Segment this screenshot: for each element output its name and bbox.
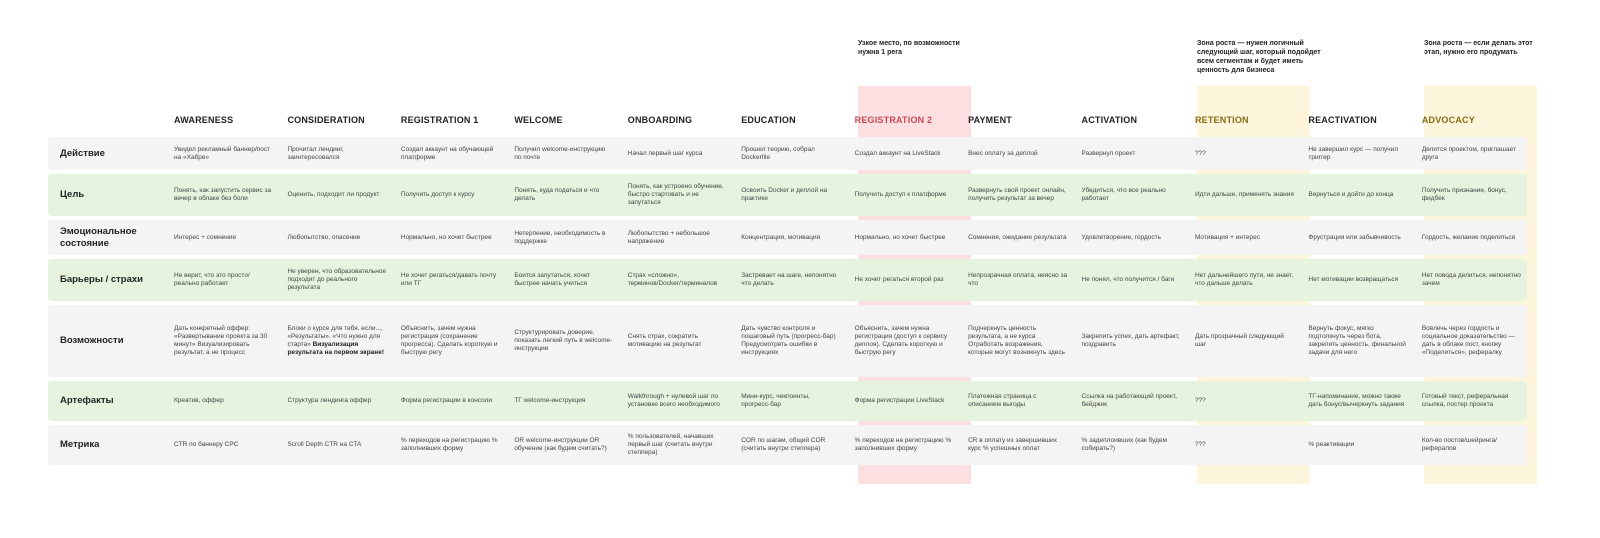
cell-opportunities-consideration <box>279 325 392 357</box>
cell-metrics-welcome: OR welcome-инструкции OR обучение (как будем считать?) <box>514 437 607 452</box>
cell-opportunities-advocacy: Вовлечь через гордость и социальное доказательство — дать в облаке пост, кнопку «Поделиться», рефералку <box>1421 325 1515 356</box>
cell-action-registration-2: Создал аккаунт на LiveStack <box>854 149 941 157</box>
registration2-note: Узкое место, по возможности нужна 1 рега <box>858 40 960 56</box>
cell-barriers-onboarding: Страх «сложно», терминов/Docker/терминалов <box>627 272 718 287</box>
cell-emotion-payment: Сомнения, ожидание результата <box>968 233 1067 241</box>
cell-action-payment: Внес оплату за деплой <box>968 149 1038 157</box>
cell-barriers-reactivation: Нет мотивации возвращаться <box>1308 276 1399 283</box>
stage-welcome: WELCOME <box>514 115 563 125</box>
cell-metrics-onboarding: % пользователей, начавших первый шаг (считать внутри степпера) <box>627 433 714 456</box>
cell-opportunities-consideration-bold: Визуализация результата на первом экране! <box>287 341 384 356</box>
cell-opportunities-onboarding: Снять страх, сократить мотивацию на результат <box>627 333 702 348</box>
cell-action-consideration: Прочитал лендинг, заинтересовался <box>287 145 344 161</box>
cell-metrics-consideration: Scroll Depth CTR на CTA <box>287 441 362 448</box>
stage-registration-2: REGISTRATION 2 <box>854 115 933 125</box>
cell-emotion-registration-2: Нормально, но хочет быстрее <box>854 233 946 241</box>
cell-barriers-consideration: Не уверен, что образовательное подходит до реального результата <box>287 268 387 291</box>
stage-retention: RETENTION <box>1194 115 1249 125</box>
cell-goal-consideration: Оценить, подходит ли продукт <box>287 191 380 198</box>
cell-metrics-retention: ??? <box>1194 441 1206 448</box>
cell-action-advocacy: Делится проектом, приглашает друга <box>1421 145 1517 161</box>
cell-opportunities-education: Дать чувство контроля и пошаговый путь (прогресс-бар) Предусмотреть ошибки в инструкциях <box>741 325 836 356</box>
cell-metrics-activation: % задеплоивших (как будем собирать?) <box>1081 437 1167 452</box>
cell-artifacts-onboarding: Walkthrough + нулевой шаг по установке всего необходимого <box>627 393 720 408</box>
cell-opportunities-registration-1: Объяснить, зачем нужна регистрация (сохранение прогресса). Сделать короткую и быструю регу <box>400 325 498 356</box>
cell-emotion-activation: Удовлетворение, гордость <box>1081 233 1162 241</box>
cell-barriers-welcome: Боится запутаться, хочет быстрее начать учиться <box>514 272 591 287</box>
customer-journey-map <box>48 103 1537 465</box>
stage-registration-1: REGISTRATION 1 <box>400 115 479 125</box>
row-label-artifacts: Артефакты <box>60 395 114 406</box>
cell-goal-welcome: Понять, куда податься и что делать <box>514 187 600 202</box>
cell-metrics-registration-2: % переходов на регистрацию % заполнивших форму <box>854 437 952 452</box>
stage-advocacy: ADVOCACY <box>1421 115 1475 125</box>
cell-artifacts-retention: ??? <box>1194 397 1206 404</box>
cell-opportunities-registration-2: Объяснить, зачем нужна регистрация (доступ к сервису деплоя). Сделать короткую и быструю регу <box>854 325 948 356</box>
advocacy-note: Зона роста — если делать этот этап, нужно его продумать <box>1424 40 1533 56</box>
stage-payment: PAYMENT <box>968 115 1012 125</box>
cell-emotion-retention: Мотивация + интерес <box>1194 233 1261 241</box>
cell-barriers-activation: Не понял, что получится / баги <box>1081 276 1175 283</box>
cell-metrics-registration-1: % переходов на регистрацию % заполнивших форму <box>400 437 498 452</box>
cell-metrics-education: COR по шагам, общий COR (считать внутри степпера) <box>741 437 826 452</box>
cell-artifacts-payment: Платежная страница с описанием выгоды <box>968 393 1037 408</box>
cell-opportunities-consideration-text: Блоки о курсе для тебя, если..., «Результаты», «Что нужно для старта» <box>287 325 383 348</box>
stage-consideration: CONSIDERATION <box>287 115 365 125</box>
cell-action-activation: Развернул проект <box>1081 149 1136 157</box>
cell-artifacts-activation: Ссылка на работающий проект, бейджик <box>1081 393 1177 408</box>
cell-goal-retention: Идти дальше, применять знания <box>1194 191 1294 198</box>
cell-barriers-registration-1: Не хочет регаться/давать почту или ТГ <box>400 272 497 287</box>
cell-artifacts-advocacy: Готовый текст, реферальная ссылка, постер проекта <box>1421 393 1509 408</box>
stage-awareness: AWARENESS <box>174 115 234 125</box>
cell-goal-advocacy: Получить признание, бонус, фидбек <box>1421 187 1507 202</box>
cell-artifacts-registration-2: Форма регистрации LiveStack <box>854 397 945 404</box>
cell-emotion-welcome: Нетерпение, необходимость в поддержке <box>514 229 606 245</box>
cell-emotion-education: Концентрация, мотивация <box>741 233 821 241</box>
cell-action-reactivation: Не завершил курс — получил триггер <box>1308 145 1399 161</box>
stage-activation: ACTIVATION <box>1081 115 1138 125</box>
row-label-emotion: Эмоциональное состояние <box>60 225 137 249</box>
retention-note: Зона роста — нужен логичный следующий шаг, который подойдет всем сегментам и будет иметь ценность для бизнеса <box>1197 40 1321 74</box>
cell-emotion-advocacy: Гордость, желание поделиться <box>1421 233 1516 241</box>
cell-emotion-awareness: Интерес + сомнение <box>174 233 237 241</box>
cell-metrics-awareness: CTR по баннеру CPC <box>174 441 239 448</box>
cell-goal-payment: Развернуть свой проект онлайн, получить результат за вечер <box>968 187 1066 202</box>
cell-opportunities-welcome: Структурировать доверие, показать легкий путь в welcome-инструкции <box>514 329 613 352</box>
cell-goal-reactivation: Вернуться и дойти до конца <box>1308 191 1394 198</box>
row-label-metrics: Метрика <box>60 439 100 450</box>
cell-opportunities-reactivation: Вернуть фокус, мягко подтолкнуть через бота, закрепить ценность, финальной задачи для него <box>1308 325 1406 356</box>
cell-opportunities-retention: Дать прозрачный следующий шаг <box>1194 333 1284 348</box>
cell-barriers-awareness: Не верит, что это просто/реально работает <box>174 272 250 287</box>
row-label-opportunities: Возможности <box>60 335 124 346</box>
cell-action-awareness: Увидел рекламный баннер/пост на «Хабре» <box>174 145 271 161</box>
cell-action-welcome: Получил welcome-инструкцию по почте <box>514 145 606 161</box>
cell-goal-awareness: Понять, как запустить сервис за вечер в облаке без боли <box>174 187 272 202</box>
cell-action-education: Прошел теорию, собрал Dockerfile <box>741 145 815 161</box>
stage-education: EDUCATION <box>741 115 796 125</box>
row-label-barriers: Барьеры / страхи <box>60 274 144 285</box>
cell-emotion-registration-1: Нормально, но хочет быстрее <box>400 233 492 241</box>
cell-goal-onboarding: Понять, как устроено обучение, быстро стартовать и не запутаться <box>627 183 724 206</box>
cell-goal-education: Освоить Docker и деплой на практике <box>741 187 828 202</box>
stage-onboarding: ONBOARDING <box>627 115 693 125</box>
cell-goal-registration-2: Получить доступ к платформе <box>854 191 947 198</box>
cell-artifacts-welcome: ТГ welcome-инструкция <box>514 397 586 404</box>
cell-artifacts-education: Мини-курс, чекпоинты, прогресс-бар <box>741 393 810 408</box>
cell-barriers-education: Застревает на шаге, непонятно что делать <box>741 272 837 287</box>
cell-emotion-reactivation: Фрустрация или забывчивость <box>1308 233 1401 241</box>
cell-action-onboarding: Начал первый шаг курса <box>627 149 703 157</box>
cell-artifacts-awareness: Креатив, оффер <box>174 397 224 404</box>
cell-opportunities-awareness: Дать конкретный оффер: «Развертывание проекта за 30 минут» Визуализировать результат, а не процесс <box>174 325 268 356</box>
cell-opportunities-payment: Подчеркнуть ценность результата, а не курса Отработать возражения, которые могут возникнуть здесь <box>968 325 1066 356</box>
cell-action-retention: ??? <box>1194 149 1206 157</box>
cell-barriers-retention: Нет дальнейшего пути, не знает, что дальше делать <box>1194 272 1294 287</box>
cell-metrics-advocacy: Кол-во постов/шейринга/рефералов <box>1421 437 1497 452</box>
stage-reactivation: REACTIVATION <box>1308 115 1377 125</box>
cell-barriers-payment: Непрозрачная оплата, неясно за что <box>968 272 1068 287</box>
cell-artifacts-registration-1: Форма регистрации в консоли <box>400 397 493 404</box>
cell-artifacts-reactivation: ТГ-напоминание, можно также дать бонус/вычеркнуть задания <box>1308 393 1405 408</box>
cell-emotion-consideration: Любопытство, опасение <box>287 233 361 241</box>
cell-barriers-registration-2: Не хочет регаться второй раз <box>854 276 944 283</box>
cell-goal-registration-1: Получить доступ к курсу <box>400 191 475 198</box>
cell-action-registration-1: Создал аккаунт на обучающей платформе <box>400 145 494 161</box>
row-label-action: Действие <box>60 147 105 159</box>
cell-metrics-payment: CR в оплату из завершивших курс % успешных оплат <box>968 437 1058 452</box>
cell-opportunities-activation: Закрепить успех, дать артефакт, поздравить <box>1081 333 1180 348</box>
cell-barriers-advocacy: Нет повода делиться, непонятно зачем <box>1421 272 1521 287</box>
cell-artifacts-consideration: Структура лендинга оффер <box>287 397 372 404</box>
cell-goal-activation: Убедиться, что все реально работает <box>1081 187 1166 202</box>
cell-emotion-onboarding: Любопытство + небольшое напряжение <box>627 229 710 245</box>
cell-metrics-reactivation: % реактивации <box>1308 441 1355 448</box>
row-label-goal: Цель <box>60 189 85 200</box>
